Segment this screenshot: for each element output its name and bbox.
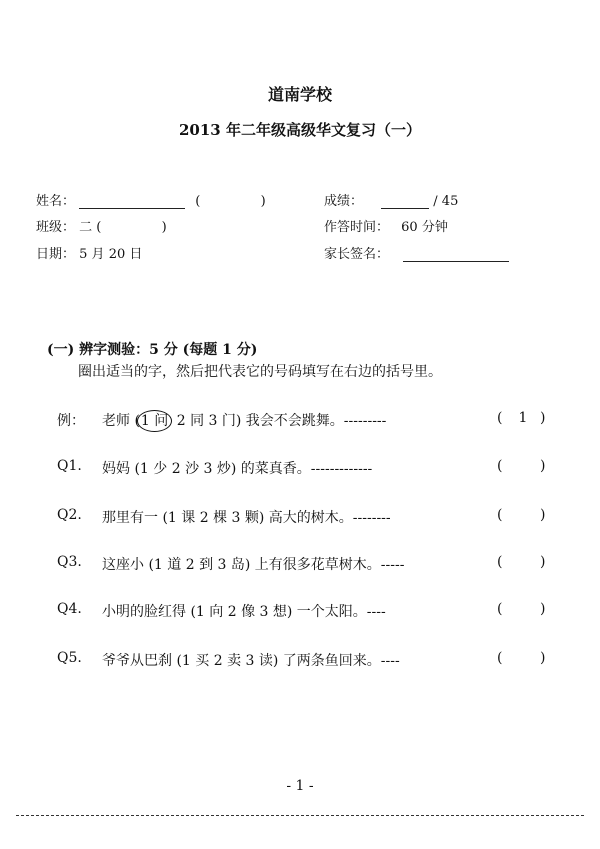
question-text: 这座小 (1 道 2 到 3 岛) 上有很多花草树木。-----: [102, 557, 405, 573]
class-row: [36, 216, 167, 235]
score-row: [324, 190, 458, 209]
question-label: Q2.: [57, 507, 82, 523]
score-total: / 45: [433, 194, 459, 209]
example-row: [0, 410, 600, 434]
name-paren-close: ): [260, 194, 266, 209]
example-answer: 1: [518, 410, 528, 426]
answer-paren-close: ): [540, 410, 546, 426]
answer-paren-open: (: [497, 507, 503, 523]
question-row: [0, 458, 600, 482]
question-label: Q1.: [57, 458, 82, 474]
example-text-after: 2 同 3 门) 我会不会跳舞。---------: [176, 413, 387, 429]
class-value: 二 (: [79, 220, 102, 235]
answer-paren-close: ): [540, 458, 546, 474]
date-label: 日期：: [36, 247, 76, 262]
name-blank[interactable]: [79, 196, 185, 209]
school-name: 道南学校: [267, 85, 332, 104]
name-row: [36, 190, 266, 209]
question-label: Q4.: [57, 601, 82, 617]
class-label: 班级：: [36, 220, 76, 235]
question-label: Q3.: [57, 554, 82, 570]
question-row: [0, 601, 600, 625]
date-value: 5 月 20 日: [79, 247, 143, 262]
circled-choice: 1 问: [137, 410, 172, 432]
answer-paren-close: ): [540, 650, 546, 666]
answer-paren-open: (: [497, 650, 503, 666]
answer-paren-close: ): [540, 554, 546, 570]
question-text: 妈妈 (1 少 2 沙 3 炒) 的菜真香。-------------: [102, 461, 373, 477]
question-text: 小明的脸红得 (1 向 2 像 3 想) 一个太阳。----: [102, 604, 386, 620]
question-row: [0, 507, 600, 531]
score-label: 成绩：: [324, 194, 364, 209]
parent-signature-row: [324, 243, 509, 262]
question-text: 那里有一 (1 课 2 棵 3 颗) 高大的树木。--------: [102, 510, 391, 526]
score-blank[interactable]: [381, 196, 429, 209]
example-label: 例：: [57, 413, 85, 429]
parent-signature-label: 家长签名：: [324, 247, 390, 262]
answer-paren-close: ): [540, 507, 546, 523]
example-text-before: 老师 (: [102, 413, 140, 429]
section-heading: (一) 辨字测验：5 分 (每题 1 分): [47, 342, 258, 358]
question-text: 爷爷从巴刹 (1 买 2 卖 3 读) 了两条鱼回来。----: [102, 653, 400, 669]
time-value: 60 分钟: [401, 220, 448, 235]
name-label: 姓名：: [36, 194, 76, 209]
section-instruction: 圈出适当的字，然后把代表它的号码填写在右边的括号里。: [78, 364, 442, 380]
page-number: - 1 -: [286, 778, 314, 794]
time-row: [324, 216, 448, 235]
class-paren-close: ): [161, 220, 167, 235]
time-label: 作答时间：: [324, 220, 390, 235]
answer-paren-open: (: [497, 458, 503, 474]
answer-paren-open: (: [497, 601, 503, 617]
date-row: [36, 243, 142, 262]
question-row: [0, 650, 600, 674]
answer-paren-open: (: [497, 410, 503, 426]
worksheet-title: 2013 年二年级高级华文复习（一）: [179, 121, 421, 139]
bottom-divider: [16, 815, 584, 816]
parent-signature-blank[interactable]: [403, 249, 509, 262]
question-label: Q5.: [57, 650, 82, 666]
name-paren-open: (: [195, 194, 201, 209]
example-text: [102, 410, 386, 432]
question-row: [0, 554, 600, 578]
answer-paren-close: ): [540, 601, 546, 617]
answer-paren-open: (: [497, 554, 503, 570]
